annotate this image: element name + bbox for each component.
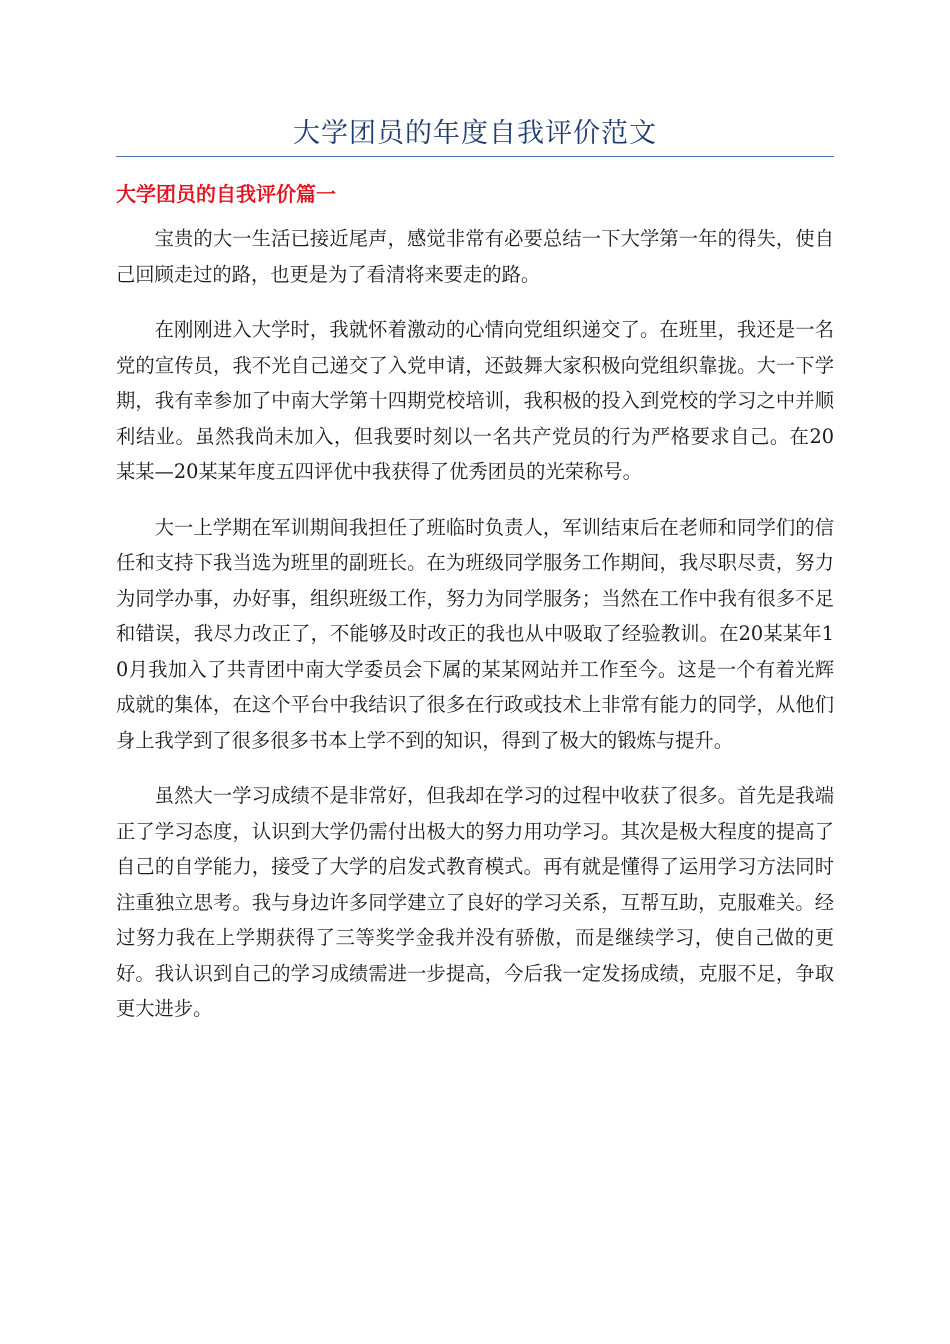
section-heading: 大学团员的自我评价篇一 — [116, 182, 336, 206]
title-underline — [116, 156, 834, 157]
document-page — [116, 0, 834, 1047]
paragraph-1: 宝贵的大一生活已接近尾声，感觉非常有必要总结一下大学第一年的得失，使自己回顾走过的路，也更是为了看清将来要走的路。 — [116, 227, 834, 286]
paragraph-2: 在刚刚进入大学时，我就怀着激动的心情向党组织递交了。在班里，我还是一名党的宣传员，我不光自己递交了入党申请，还鼓舞大家积极向党组织靠拢。大一下学期，我有幸参加了中南大学第十四期党校培训，我积极的投入到党校的学习之中并顺利结业。虽然我尚未加入，但我要时刻以一名共产党员的行为严格要求自己。在20某某—20某某年度五四评优中我获得了优秀团员的光荣称号。 — [116, 318, 834, 483]
document-body — [116, 221, 834, 1027]
paragraph-3: 大一上学期在军训期间我担任了班临时负责人，军训结束后在老师和同学们的信任和支持下我当选为班里的副班长。在为班级同学服务工作期间，我尽职尽责，努力为同学办事，办好事，组织班级工作，努力为同学服务；当然在工作中我有很多不足和错误，我尽力改正了，不能够及时改正的我也从中吸取了经验教训。在20某某年10月我加入了共青团中南大学委员会下属的某某网站并工作至今。这是一个有着光辉成就的集体，在这个平台中我结识了很多在行政或技术上非常有能力的同学，从他们身上我学到了很多很多书本上学不到的知识，得到了极大的锻炼与提升。 — [116, 515, 834, 752]
paragraph-4: 虽然大一学习成绩不是非常好，但我却在学习的过程中收获了很多。首先是我端正了学习态度，认识到大学仍需付出极大的努力用功学习。其次是极大程度的提高了自己的自学能力，接受了大学的启发式教育模式。再有就是懂得了运用学习方法同时注重独立思考。我与身边许多同学建立了良好的学习关系，互帮互助，克服难关。经过努力我在上学期获得了三等奖学金我并没有骄傲，而是继续学习，使自己做的更好。我认识到自己的学习成绩需进一步提高，今后我一定发扬成绩，克服不足，争取更大进步。 — [116, 784, 834, 1020]
document-title: 大学团员的年度自我评价范文 — [293, 118, 657, 149]
